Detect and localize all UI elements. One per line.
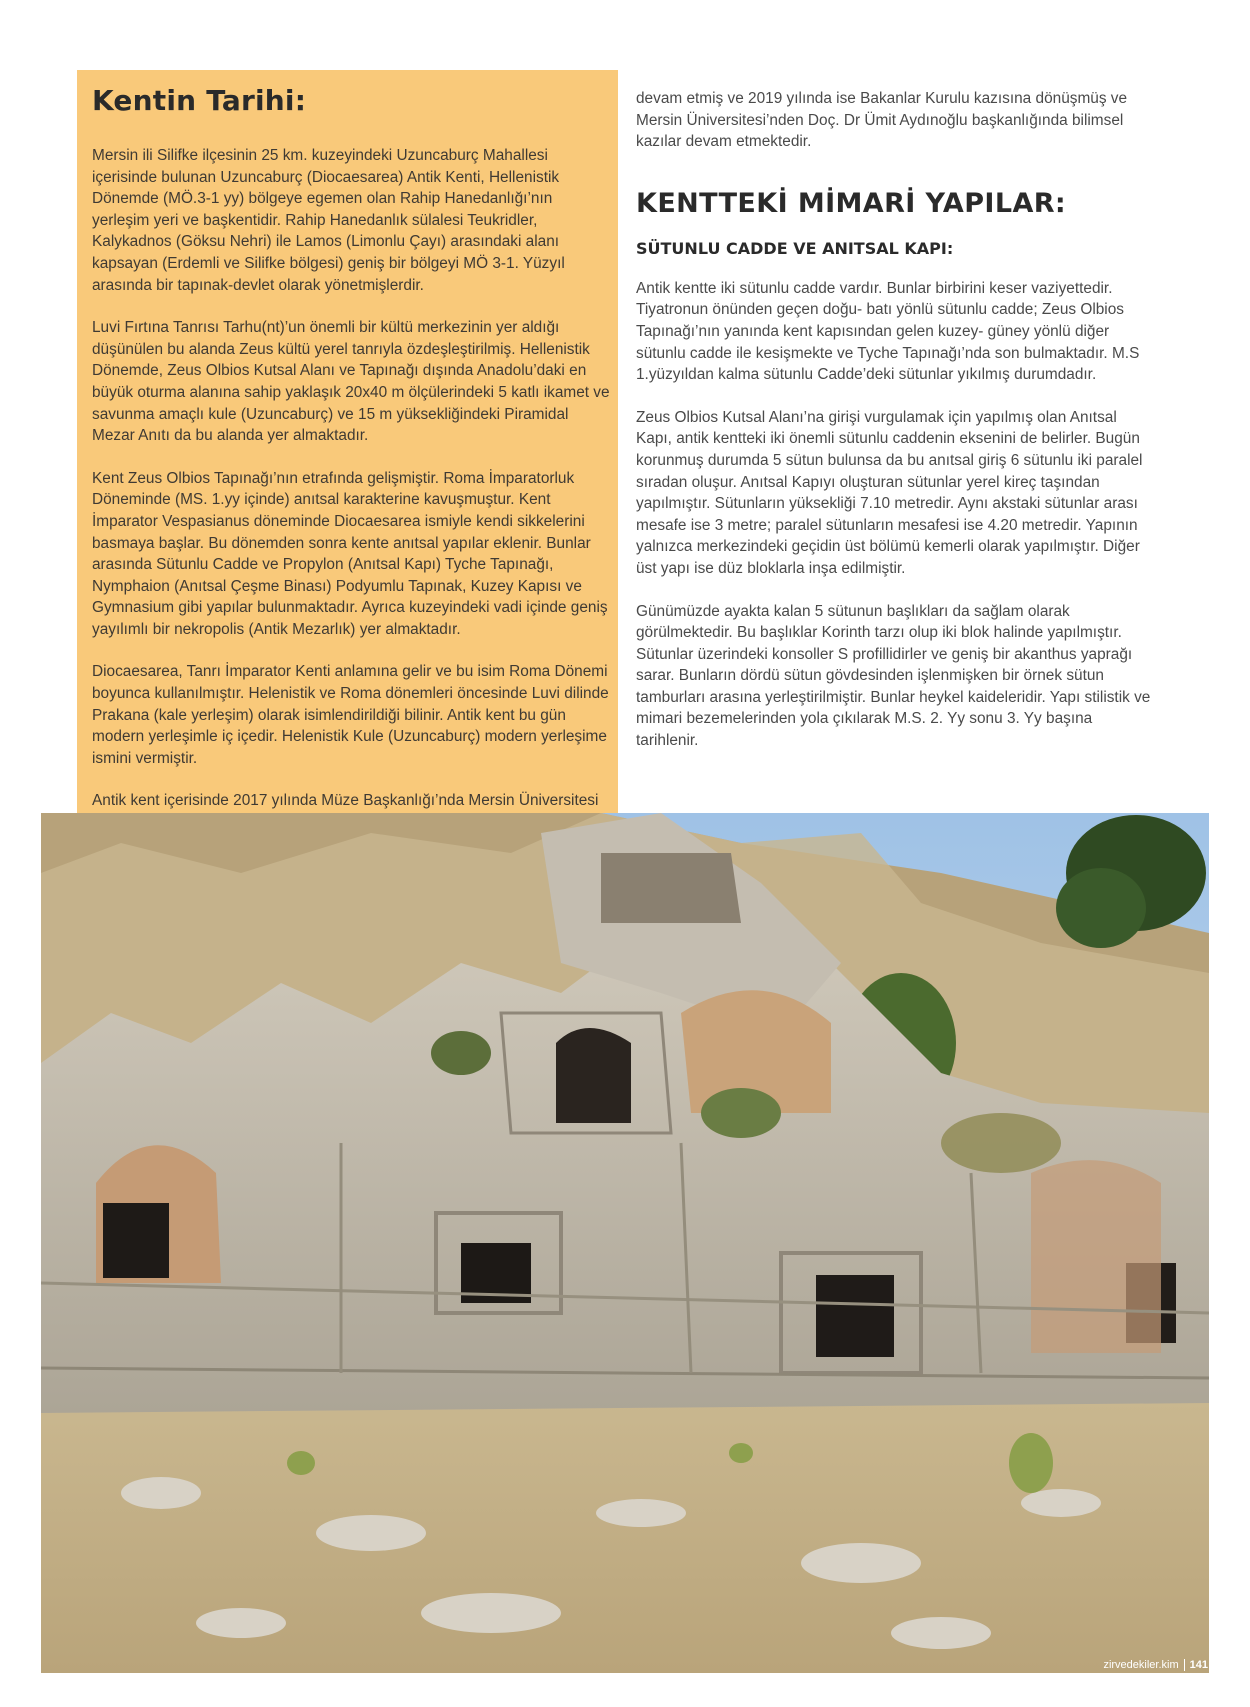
footer-site: zirvedekiler.kim [1103, 1659, 1179, 1671]
history-paragraph-4: Diocaesarea, Tanrı İmparator Kenti anlamına gelir ve bu isim Roma Dönemi boyunca kullanılmıştır. Helenistik ve Roma dönemleri öncesinde Luvi dilinde Prakana (kale yerleşim) olarak isimlendirildiği bilinir. Antik kent bu gün modern yerleşimle iç içedir. Helenistik Kule (Uzuncaburç) modern yerleşime ismini vermiştir. [92, 663, 609, 767]
architecture-heading: KENTTEKİ MİMARİ YAPILAR: [636, 187, 1067, 219]
history-paragraph-5: Antik kent içerisinde 2017 yılında Müze Başkanlığı’nda Mersin Üniversitesi [92, 792, 599, 810]
history-title: Kentin Tarihi: [92, 84, 307, 117]
history-box [77, 70, 618, 872]
history-paragraph-2: Luvi Fırtına Tanrısı Tarhu(nt)’un önemli bir kültü merkezinin yer aldığı düşünülen bu alanda Zeus kültü yerel tanrıyla özdeşleştirilmiş. Hellenistik Dönemde, Zeus Olbios Kutsal Alanı ve Tapınağı dışında Anadolu’daki en büyük oturma alanına sahip yaklaşık 20x40 m ölçülerindeki 5 katlı ikamet ve savunma amaçlı kule (Uzuncaburç) ve 15 m yüksekliğindeki Piramidal Mezar Anıtı da bu alanda yer almaktadır. [92, 319, 610, 445]
architecture-paragraph-1: Antik kentte iki sütunlu cadde vardır. Bunlar birbirini keser vaziyettedir. Tiyatronun önünden geçen doğu- batı yönlü sütunlu cadde; Zeus Olbios Tapınağı’nın yanında kent kapısından gelen kuzey- güney yönlü diğer sütunlu cadde ile kesişmekte ve Tyche Tapınağı’nda son bulmaktadır. M.S 1.yüzyıldan kalma sütunlu Cadde’deki sütunlar yıkılmış durumdadır. [636, 279, 1140, 384]
architecture-paragraph-3: Günümüzde ayakta kalan 5 sütunun başlıkları da sağlam olarak görülmektedir. Bu başlıklar Korinth tarzı olup iki blok halinde yapılmıştır. Sütunlar üzerindeki konsoller S profillidirler ve geniş bir akanthus yaprağı sarar. Bunların dördü sütun gövdesinden işlenmişken bir örnek sütun tamburları arasına yerleştirilmiştir. Bunlar heykel kaideleridir. Yapı stilistik ve mimari bezemelerinden yola çıkılarak M.S. 2. Yy sonu 3. Yy başına tarihlenir. [636, 602, 1151, 750]
page-footer [1103, 1659, 1208, 1671]
colonnaded-street-heading: SÜTUNLU CADDE VE ANITSAL KAPI: [636, 238, 954, 258]
history-paragraph-3: Kent Zeus Olbios Tapınağı’nın etrafında gelişmiştir. Roma İmparatorluk Döneminde (MS. 1.yy içinde) anıtsal karakterine kavuşmuştur. Kent İmparator Vespasianus döneminde Diocaesarea ismiyle kendi sikkelerini basmaya başlar. Bu dönemden sonra kente anıtsal yapılar eklenir. Bunlar arasında Sütunlu Cadde ve Propylon (Anıtsal Kapı) Tyche Tapınağı, Nymphaion (Anıtsal Çeşme Binası) Podyumlu Tapınak, Kuzey Kapısı ve Gymnasium gibi yapılar bulunmaktadır. Ayrıca kuzeyindeki vadi içinde geniş yayılımlı bir nekropolis (Antik Mezarlık) yer almaktadır. [92, 469, 608, 638]
continued-paragraph: devam etmiş ve 2019 yılında ise Bakanlar Kurulu kazısına dönüşmüş ve Mersin Üniversitesi’nden Doç. Dr Ümit Aydınoğlu başkanlığında bilimsel kazılar devam etmektedir. [636, 90, 1128, 151]
architecture-column [636, 88, 1156, 773]
footer-divider [1184, 1659, 1185, 1671]
history-paragraph-1: Mersin ili Silifke ilçesinin 25 km. kuzeyindeki Uzuncaburç Mahallesi içerisinde bulunan Uzuncaburç (Diocaesarea) Antik Kenti, Hellenistik Dönemde (MÖ.3-1 yy) bölgeye egemen olan Rahip Hanedanlığı’nın yerleşim yeri ve başkentidir. Rahip Hanedanlık sülalesi Teukridler, Kalykadnos (Göksu Nehri) ile Lamos (Limonlu Çayı) arasındaki alanı kapsayan (Erdemli ve Silifke bölgesi) geniş bir bölgeyi MÖ 3-1. Yüzyıl arasında bir tapınak-devlet olarak yönetmişlerdir. [92, 147, 565, 294]
rock-tombs-illustration [41, 813, 1209, 1673]
rock-tombs-photo [41, 813, 1209, 1673]
page-number: 141 [1189, 1659, 1208, 1671]
history-content [92, 84, 610, 855]
architecture-paragraph-2: Zeus Olbios Kutsal Alanı’na girişi vurgulamak için yapılmış olan Anıtsal Kapı, antik kentteki iki önemli sütunlu caddenin eksenini de belirler. Bugün korunmuş durumda 5 sütun bulunsa da bu anıtsal giriş 6 sütunlu iki paralel sıradan oluşur. Anıtsal Kapıyı oluşturan sütunlar yerel kireç taşından yapılmıştır. Sütunların yüksekliği 7.10 metredir. Aynı akstaki sütunlar arası mesafe ise 3 metre; paralel sütunların mesafesi ise 4.20 metredir. Yapının yalnızca merkezindeki geçidin üst bölümü kemerli olarak yapılmıştır. Diğer üst yapı ise düz bloklarla inşa edilmiştir. [636, 408, 1143, 577]
